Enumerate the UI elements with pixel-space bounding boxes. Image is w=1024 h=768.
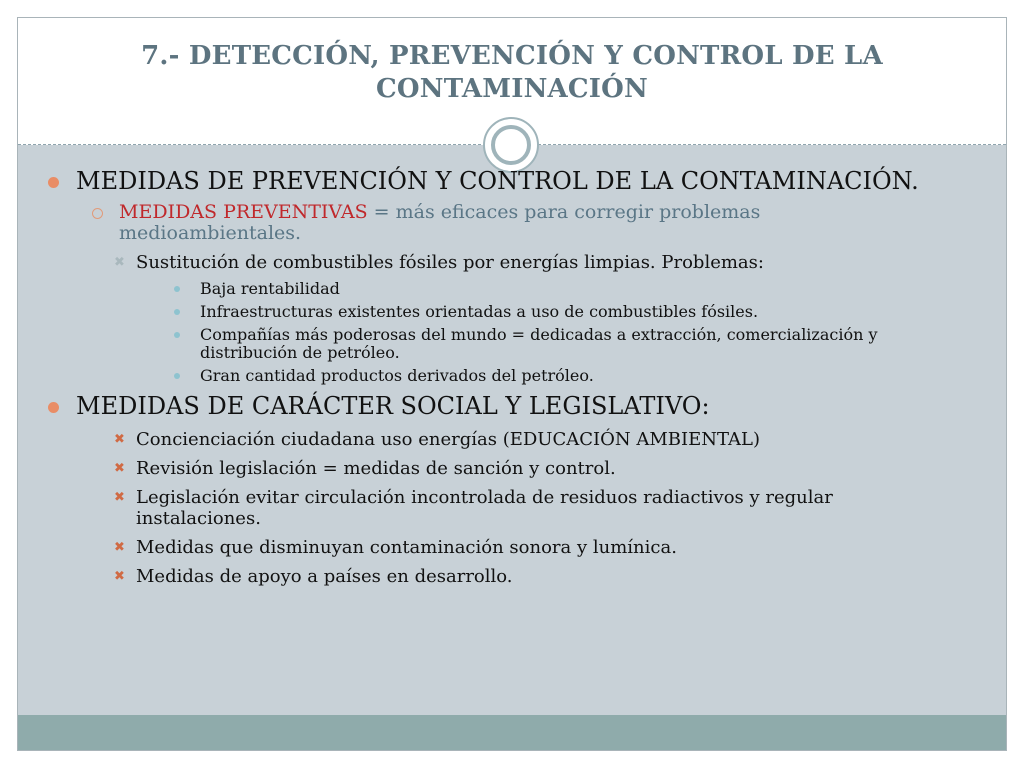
footer-bar bbox=[18, 715, 1006, 751]
cross-bullet-icon: ✖ bbox=[114, 490, 125, 505]
subpoint-highlight: MEDIDAS PREVENTIVAS bbox=[119, 201, 368, 223]
problem-text: Infraestructuras existentes orientadas a uso de combustibles fósiles. bbox=[200, 302, 759, 321]
problem-item bbox=[18, 367, 1006, 385]
subpoint-preventive-measures bbox=[18, 202, 1006, 244]
list-item-fossil-fuel-substitution bbox=[18, 252, 1006, 273]
list-item-text: Revisión legislación = medidas de sanción y control. bbox=[136, 458, 616, 479]
list-item-text: Concienciación ciudadana uso energías (EDUCACIÓN AMBIENTAL) bbox=[136, 429, 760, 450]
filled-circle-bullet-icon bbox=[48, 177, 59, 188]
problem-text: Gran cantidad productos derivados del petróleo. bbox=[200, 366, 594, 385]
hollow-circle-bullet-icon bbox=[92, 208, 103, 219]
dot-bullet-icon bbox=[174, 286, 180, 292]
cross-bullet-icon: ✖ bbox=[114, 432, 125, 447]
list-item bbox=[18, 566, 1006, 587]
list-item-text: Sustitución de combustibles fósiles por energías limpias. Problemas: bbox=[136, 252, 764, 273]
cross-bullet-icon: ✖ bbox=[114, 255, 125, 270]
section-heading-text: MEDIDAS DE CARÁCTER SOCIAL Y LEGISLATIVO: bbox=[76, 392, 710, 420]
slide-title-line-2: CONTAMINACIÓN bbox=[376, 74, 648, 104]
slide-content bbox=[18, 168, 1006, 587]
subpoint-text: = más eficaces para corregir problemas medioambientales. bbox=[119, 201, 761, 244]
problem-text: Baja rentabilidad bbox=[200, 279, 340, 298]
dot-bullet-icon bbox=[174, 373, 180, 379]
list-item bbox=[18, 429, 1006, 450]
ring-ornament-icon bbox=[483, 117, 539, 173]
list-item-text: Medidas que disminuyan contaminación sonora y lumínica. bbox=[136, 537, 677, 558]
problem-text: Compañías más poderosas del mundo = dedicadas a extracción, comercialización y distribución de petróleo. bbox=[200, 325, 878, 362]
slide-title-line-1: 7.- DETECCIÓN, PREVENCIÓN Y CONTROL DE LA bbox=[141, 41, 883, 71]
section-heading-social-legislative bbox=[18, 393, 1006, 419]
list-item bbox=[18, 458, 1006, 479]
list-item-text: Legislación evitar circulación incontrolada de residuos radiactivos y regular instalaciones. bbox=[136, 487, 833, 529]
dot-bullet-icon bbox=[174, 332, 180, 338]
list-item bbox=[18, 487, 1006, 529]
cross-bullet-icon: ✖ bbox=[114, 569, 125, 584]
section-heading-prevention bbox=[18, 168, 1006, 194]
cross-bullet-icon: ✖ bbox=[114, 540, 125, 555]
dot-bullet-icon bbox=[174, 309, 180, 315]
problem-item bbox=[18, 326, 1006, 362]
ring-inner-icon bbox=[491, 125, 531, 165]
problem-item bbox=[18, 303, 1006, 321]
section-heading-text: MEDIDAS DE PREVENCIÓN Y CONTROL DE LA CONTAMINACIÓN. bbox=[76, 167, 919, 195]
list-item bbox=[18, 537, 1006, 558]
cross-bullet-icon: ✖ bbox=[114, 461, 125, 476]
slide-title bbox=[18, 40, 1006, 106]
slide bbox=[17, 17, 1007, 751]
problem-item bbox=[18, 280, 1006, 298]
filled-circle-bullet-icon bbox=[48, 402, 59, 413]
list-item-text: Medidas de apoyo a países en desarrollo. bbox=[136, 566, 513, 587]
